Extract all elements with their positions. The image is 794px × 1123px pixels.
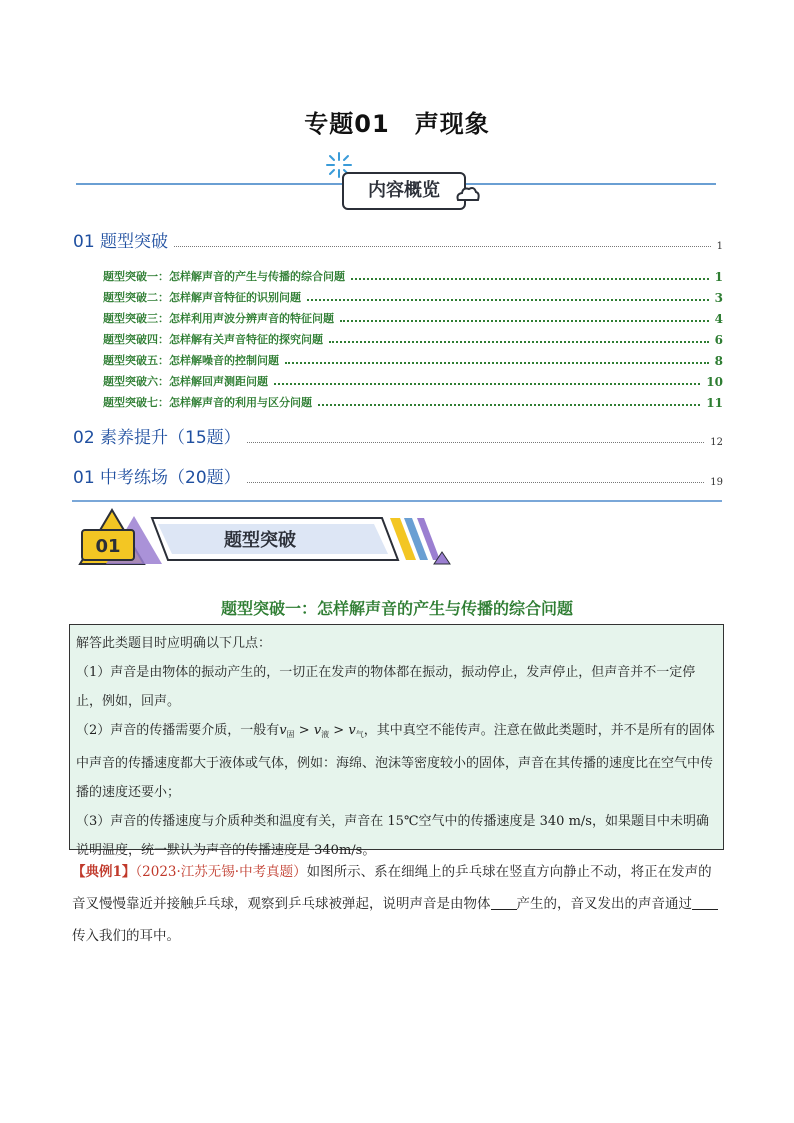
cloud-icon	[454, 182, 480, 206]
toc-main-item[interactable]	[73, 424, 723, 448]
toc-sub-label: 题型突破五：怎样解噪音的控制问题	[103, 354, 279, 367]
subscript-liquid: 液	[321, 730, 330, 739]
answer-blank-1[interactable]	[491, 895, 517, 910]
toc-dots	[340, 319, 709, 322]
tips-point-1: （1）声音是由物体的振动产生的，一切正在发声的物体都在振动，振动停止，发声停止，但声音并不一定停止，例如，回声。	[76, 665, 696, 709]
toc-dots	[247, 441, 705, 443]
subscript-solid: 固	[286, 730, 295, 739]
greater-than: >	[329, 723, 349, 738]
tips-intro: 解答此类题目时应明确以下几点：	[76, 636, 272, 651]
toc-main-label: 01 题型突破	[73, 232, 169, 252]
example-text-1: 如图所示、系在细绳上的乒乓球在竖直方向静止不动，将正在发声的音叉慢慢靠近并接触乒乓球，观察到乒乓球被弹起，说明声音是由物体	[72, 864, 712, 912]
example-question	[72, 856, 724, 952]
subscript-gas: 气	[355, 730, 364, 739]
toc-dots	[351, 277, 709, 280]
overview-label: 内容概览	[342, 172, 466, 210]
toc-page-number: 11	[706, 396, 723, 410]
toc-dots	[285, 361, 709, 364]
velocity-symbol: v	[348, 723, 356, 738]
answer-blank-2[interactable]	[692, 895, 718, 910]
toc-page-number: 4	[714, 312, 723, 326]
toc-sub-label: 题型突破三：怎样利用声波分辨声音的特征问题	[103, 312, 334, 325]
toc-sub-item[interactable]	[103, 369, 723, 389]
example-text-3: 传入我们的耳中。	[72, 928, 180, 944]
tips-point-2-pre: （2）声音的传播需要介质，一般有	[76, 723, 280, 738]
toc-dots	[318, 403, 700, 406]
toc-page-number: 1	[716, 241, 723, 252]
toc-dots	[274, 382, 700, 385]
greater-than: >	[294, 723, 314, 738]
toc-page-number: 8	[714, 354, 723, 368]
toc-dots	[307, 298, 709, 301]
toc-sub-item[interactable]	[103, 327, 723, 347]
toc-dots	[247, 481, 705, 483]
example-text-2: 产生的，音叉发出的声音通过	[516, 896, 692, 912]
toc-sub-label: 题型突破一：怎样解声音的产生与传播的综合问题	[103, 270, 345, 283]
example-tag: 【典例1】	[72, 864, 136, 880]
tips-box	[69, 624, 724, 858]
toc-page-number: 6	[714, 333, 723, 347]
toc-page-number: 19	[710, 477, 723, 488]
toc-sub-item[interactable]	[103, 306, 723, 326]
velocity-symbol: v	[313, 723, 322, 738]
velocity-symbol: v	[279, 723, 287, 738]
toc-sub-label: 题型突破二：怎样解声音特征的识别问题	[103, 291, 301, 304]
toc-sub-label: 题型突破七：怎样解声音的利用与区分问题	[103, 396, 312, 409]
toc-page-number: 12	[710, 437, 723, 448]
toc-main-item[interactable]	[73, 464, 723, 488]
tips-point-2	[76, 716, 717, 807]
example-source: （2023·江苏无锡·中考真题）	[135, 864, 307, 880]
toc-sub-label: 题型突破四：怎样解有关声音特征的探究问题	[103, 333, 323, 346]
section-divider	[72, 500, 722, 502]
toc-main-label: 01 中考练场（20题）	[73, 468, 241, 488]
toc-main-item[interactable]	[73, 228, 723, 252]
tips-point-2-post: ，其中真空不能传声。注意在做此类题时，并不是所有的固体中声音的传播速度都大于液体或气体，例如：海绵、泡沫等密度较小的固体，声音在其传播的速度比在空气中传播的速度还要小；	[76, 723, 715, 800]
section-banner-label: 题型突破	[224, 530, 296, 551]
toc-page-number: 1	[714, 270, 723, 284]
toc-sub-label: 题型突破六：怎样解回声测距问题	[103, 375, 268, 388]
toc-sub-item[interactable]	[103, 285, 723, 305]
toc-main-label: 02 素养提升（15题）	[73, 428, 241, 448]
page-title: 专题01 声现象	[304, 110, 490, 138]
section-title: 题型突破一：怎样解声音的产生与传播的综合问题	[220, 599, 573, 618]
toc-sub-item[interactable]	[103, 264, 723, 284]
section-number: 01	[95, 536, 121, 557]
toc-sub-item[interactable]	[103, 390, 723, 410]
tips-point-3: （3）声音的传播速度与介质种类和温度有关，声音在 15℃空气中的传播速度是 340 m/s，如果题目中未明确说明温度，统一默认为声音的传播速度是 340m/s。	[76, 814, 709, 858]
section-banner	[72, 508, 452, 570]
overview-banner	[76, 150, 716, 206]
toc-dots	[174, 245, 711, 247]
toc-sub-item[interactable]	[103, 348, 723, 368]
toc-dots	[329, 340, 709, 343]
toc-page-number: 10	[706, 375, 723, 389]
toc-page-number: 3	[714, 291, 723, 305]
